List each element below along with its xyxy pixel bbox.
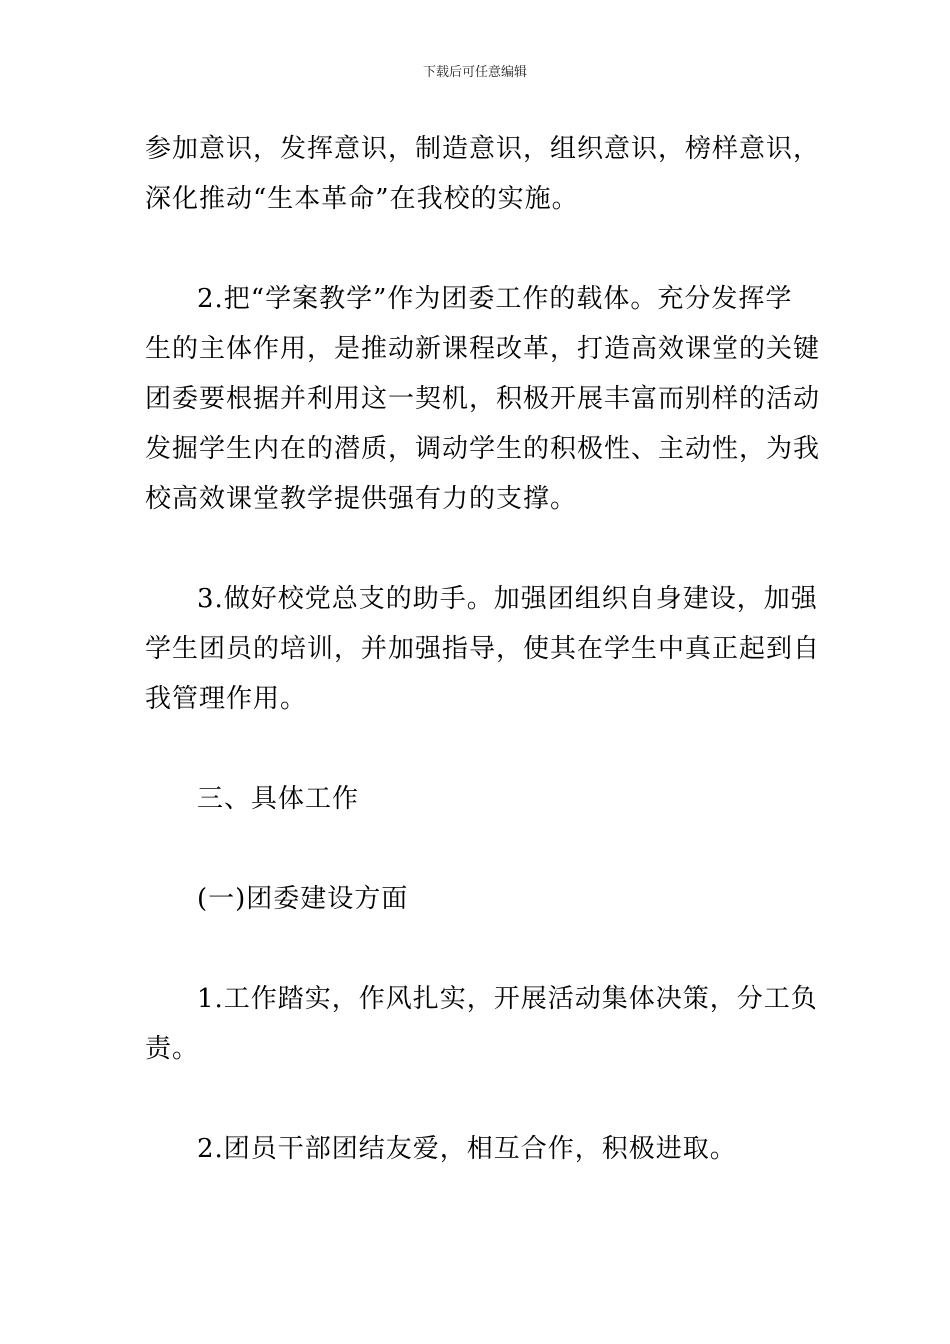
document-body xyxy=(145,124,821,1174)
text-line: 发掘学生内在的潜质，调动学生的积极性、主动性，为我 xyxy=(145,434,821,464)
paragraph-item-2 xyxy=(145,274,821,524)
text-line: 2.团员干部团结友爱，相互合作，积极进取。 xyxy=(197,1134,737,1164)
paragraph-subitem-2 xyxy=(145,1124,810,1174)
text-line: 学生团员的培训，并加强指导，使其在学生中真正起到自 xyxy=(145,634,821,664)
subsection-heading xyxy=(145,874,810,924)
text-line: 团委要根据并利用这一契机，积极开展丰富而别样的活动 xyxy=(145,384,821,414)
text-line: 责。 xyxy=(145,1034,200,1064)
text-line: 我管理作用。 xyxy=(145,684,308,714)
paragraph-continuation xyxy=(145,124,821,224)
text-line: 生的主体作用，是推动新课程改革，打造高效课堂的关键 xyxy=(145,334,821,364)
header-note: 下载后可任意编辑 xyxy=(422,65,527,80)
text-line: 1.工作踏实，作风扎实，开展活动集体决策，分工负 xyxy=(197,984,818,1014)
text-line: 3.做好校党总支的助手。加强团组织自身建设，加强 xyxy=(197,584,818,614)
heading-text: (一)团委建设方面 xyxy=(197,884,409,914)
text-line: 深化推动“生本革命”在我校的实施。 xyxy=(145,184,579,214)
paragraph-subitem-1 xyxy=(145,974,818,1074)
paragraph-item-3 xyxy=(145,574,821,724)
text-line: 校高效课堂教学提供强有力的支撑。 xyxy=(145,484,578,514)
text-line: 参加意识，发挥意识，制造意识，组织意识，榜样意识， xyxy=(145,134,821,164)
section-heading xyxy=(145,774,810,824)
heading-text: 三、具体工作 xyxy=(197,784,360,814)
text-line: 2.把“学案教学”作为团委工作的载体。充分发挥学 xyxy=(197,284,793,314)
